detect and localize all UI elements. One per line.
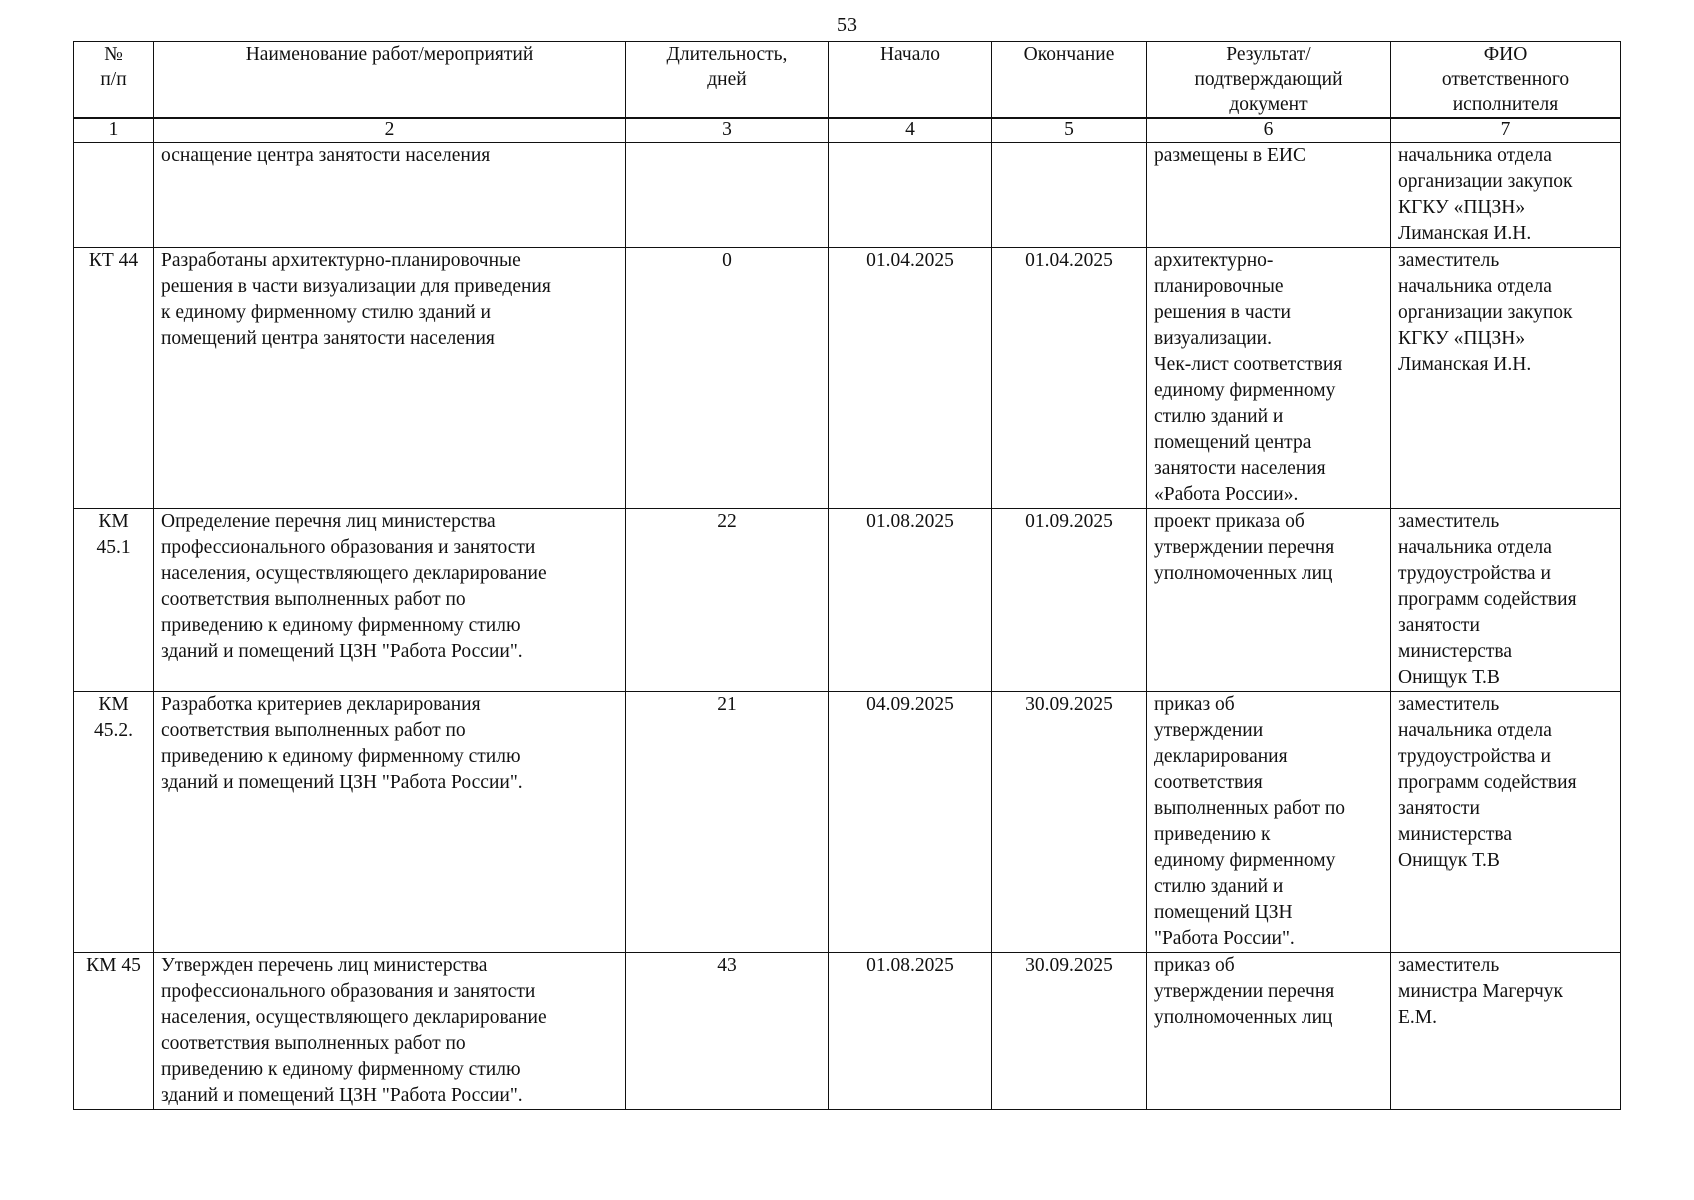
column-number: 5 <box>992 118 1147 143</box>
table-header-row <box>74 42 1621 119</box>
row-work-name: Разработаны архитектурно-планировочные решения в части визуализации для приведения к единому фирменному стилю зданий и помещений центра занятости населения <box>154 248 626 509</box>
column-number: 4 <box>829 118 992 143</box>
row-result: приказ об утверждении перечня уполномоченных лиц <box>1147 953 1391 1110</box>
header-duration: Длительность, дней <box>626 42 829 119</box>
work-plan-table <box>73 41 1621 1110</box>
column-number: 1 <box>74 118 154 143</box>
row-duration <box>626 143 829 248</box>
row-responsible: начальника отдела организации закупок КГКУ «ПЦЗН» Лиманская И.Н. <box>1391 143 1621 248</box>
column-number: 7 <box>1391 118 1621 143</box>
row-code <box>74 143 154 248</box>
row-duration: 21 <box>626 692 829 953</box>
table-row <box>74 143 1621 248</box>
row-work-name: Утвержден перечень лиц министерства профессионального образования и занятости населения, осуществляющего декларирование соответствия выполненных работ по приведению к единому фирменному стилю зданий и помещений ЦЗН "Работа России". <box>154 953 626 1110</box>
row-responsible: заместитель начальника отдела организации закупок КГКУ «ПЦЗН» Лиманская И.Н. <box>1391 248 1621 509</box>
row-start-date: 01.08.2025 <box>829 509 992 692</box>
row-start-date: 01.04.2025 <box>829 248 992 509</box>
header-responsible: ФИО ответственного исполнителя <box>1391 42 1621 119</box>
table-row <box>74 248 1621 509</box>
row-work-name: Определение перечня лиц министерства профессионального образования и занятости населения, осуществляющего декларирование соответствия выполненных работ по приведению к единому фирменному стилю зданий и помещений ЦЗН "Работа России". <box>154 509 626 692</box>
table-row <box>74 692 1621 953</box>
row-code: КТ 44 <box>74 248 154 509</box>
header-number: № п/п <box>74 42 154 119</box>
row-result: приказ об утверждении декларирования соответствия выполненных работ по приведению к единому фирменному стилю зданий и помещений ЦЗН "Работа России". <box>1147 692 1391 953</box>
column-number: 6 <box>1147 118 1391 143</box>
row-end-date: 01.04.2025 <box>992 248 1147 509</box>
header-work-name: Наименование работ/мероприятий <box>154 42 626 119</box>
row-result: архитектурно- планировочные решения в части визуализации. Чек-лист соответствия единому фирменному стилю зданий и помещений центра занятости населения «Работа России». <box>1147 248 1391 509</box>
page-number: 53 <box>837 14 857 36</box>
column-number: 3 <box>626 118 829 143</box>
row-end-date <box>992 143 1147 248</box>
row-start-date <box>829 143 992 248</box>
row-responsible: заместитель начальника отдела трудоустройства и программ содействия занятости министерства Онищук Т.В <box>1391 509 1621 692</box>
row-duration: 0 <box>626 248 829 509</box>
table-row <box>74 509 1621 692</box>
row-start-date: 01.08.2025 <box>829 953 992 1110</box>
row-result: проект приказа об утверждении перечня уполномоченных лиц <box>1147 509 1391 692</box>
row-end-date: 30.09.2025 <box>992 692 1147 953</box>
table-row <box>74 953 1621 1110</box>
header-end: Окончание <box>992 42 1147 119</box>
row-responsible: заместитель министра Магерчук Е.М. <box>1391 953 1621 1110</box>
column-number: 2 <box>154 118 626 143</box>
row-code: КМ 45.1 <box>74 509 154 692</box>
row-responsible: заместитель начальника отдела трудоустройства и программ содействия занятости министерства Онищук Т.В <box>1391 692 1621 953</box>
row-code: КМ 45 <box>74 953 154 1110</box>
row-duration: 43 <box>626 953 829 1110</box>
row-end-date: 01.09.2025 <box>992 509 1147 692</box>
row-duration: 22 <box>626 509 829 692</box>
row-work-name: оснащение центра занятости населения <box>154 143 626 248</box>
row-end-date: 30.09.2025 <box>992 953 1147 1110</box>
column-numbers-row <box>74 118 1621 143</box>
row-start-date: 04.09.2025 <box>829 692 992 953</box>
row-code: КМ 45.2. <box>74 692 154 953</box>
header-result: Результат/ подтверждающий документ <box>1147 42 1391 119</box>
row-work-name: Разработка критериев декларирования соответствия выполненных работ по приведению к единому фирменному стилю зданий и помещений ЦЗН "Работа России". <box>154 692 626 953</box>
header-start: Начало <box>829 42 992 119</box>
row-result: размещены в ЕИС <box>1147 143 1391 248</box>
